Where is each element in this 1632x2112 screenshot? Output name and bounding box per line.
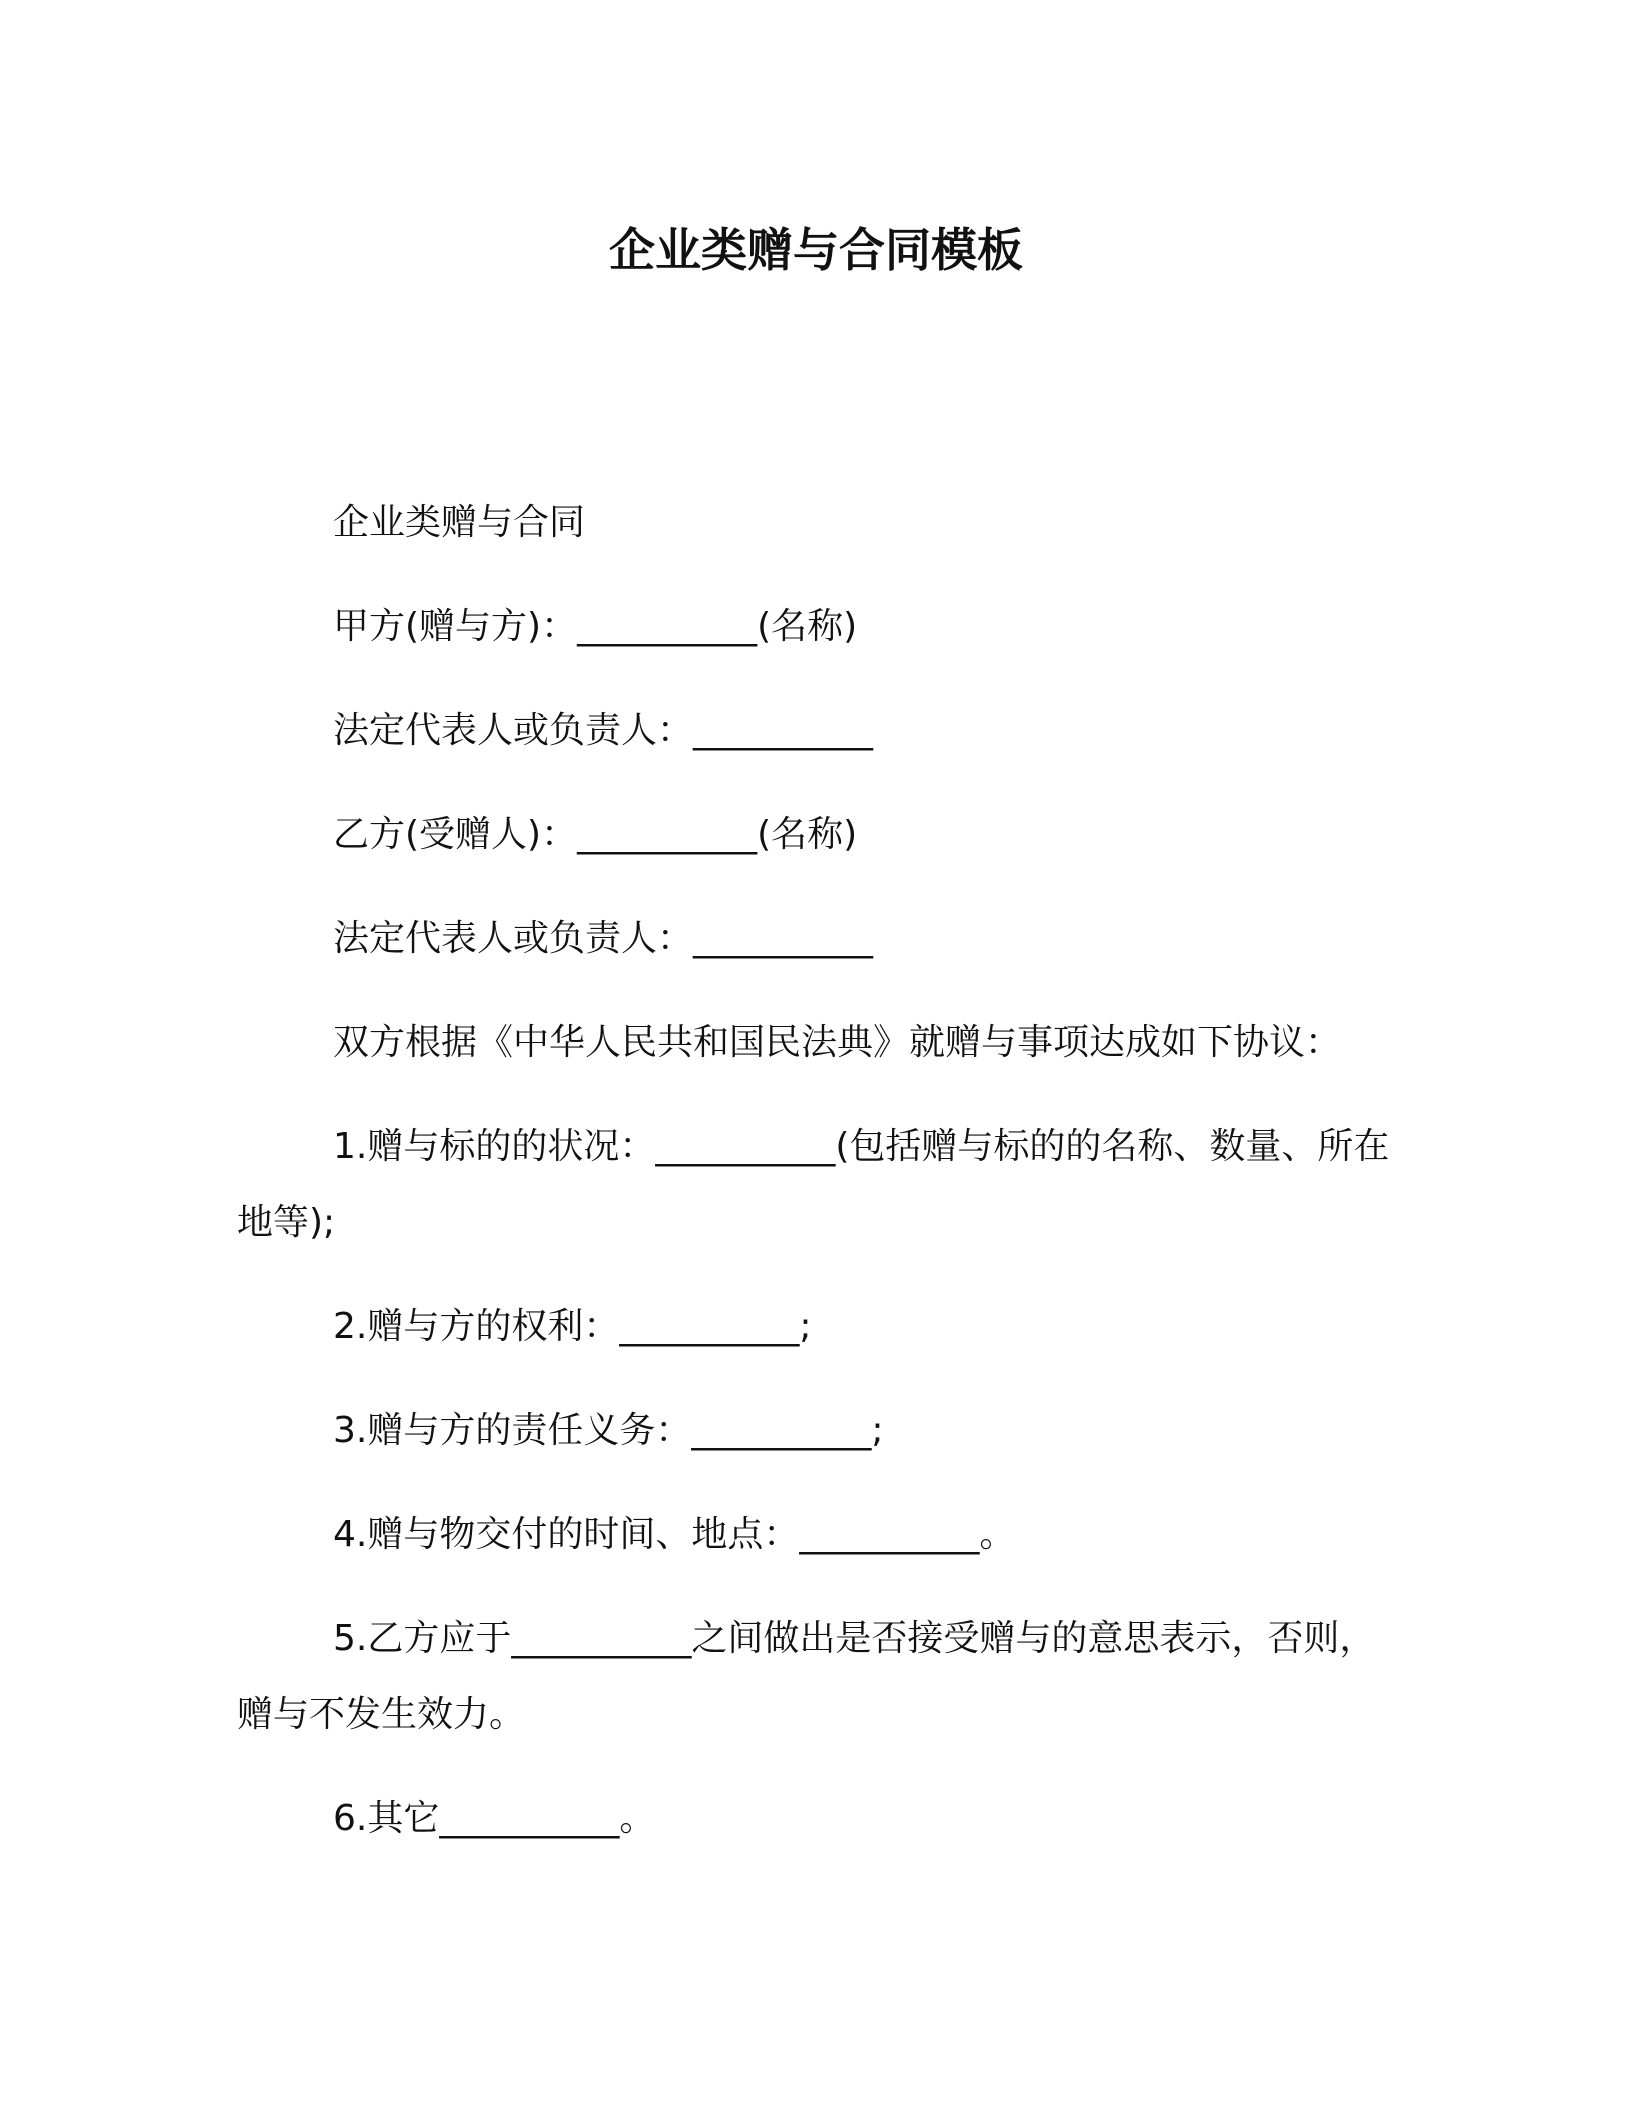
paragraph-party-a: 甲方(赠与方)：__________(名称) [333, 606, 858, 647]
paragraph-agreement-basis: 双方根据《中华人民共和国民法典》就赠与事项达成如下协议： [333, 1022, 1342, 1063]
document-body [237, 485, 1397, 1885]
paragraph-party-b: 乙方(受赠人)：__________(名称) [333, 814, 858, 855]
clause-2-donor-rights: 2.赠与方的权利：__________; [333, 1306, 812, 1347]
paragraph-party-b-representative: 法定代表人或负责人：__________ [333, 918, 874, 959]
clause-1-gift-subject: 1.赠与标的的状况：__________(包括赠与标的的名称、数量、所在地等); [237, 1126, 1390, 1243]
clause-3-donor-obligations: 3.赠与方的责任义务：__________; [333, 1410, 884, 1451]
document-title: 企业类赠与合同模板 [609, 223, 1023, 277]
clause-6-other: 6.其它__________。 [333, 1798, 656, 1839]
paragraph-contract-name: 企业类赠与合同 [333, 502, 586, 543]
clause-4-delivery-time-place: 4.赠与物交付的时间、地点：__________。 [333, 1514, 1016, 1555]
clause-5-acceptance: 5.乙方应于__________之间做出是否接受赠与的意思表示，否则，赠与不发生效力。 [237, 1618, 1376, 1735]
paragraph-party-a-representative: 法定代表人或负责人：__________ [333, 710, 874, 751]
